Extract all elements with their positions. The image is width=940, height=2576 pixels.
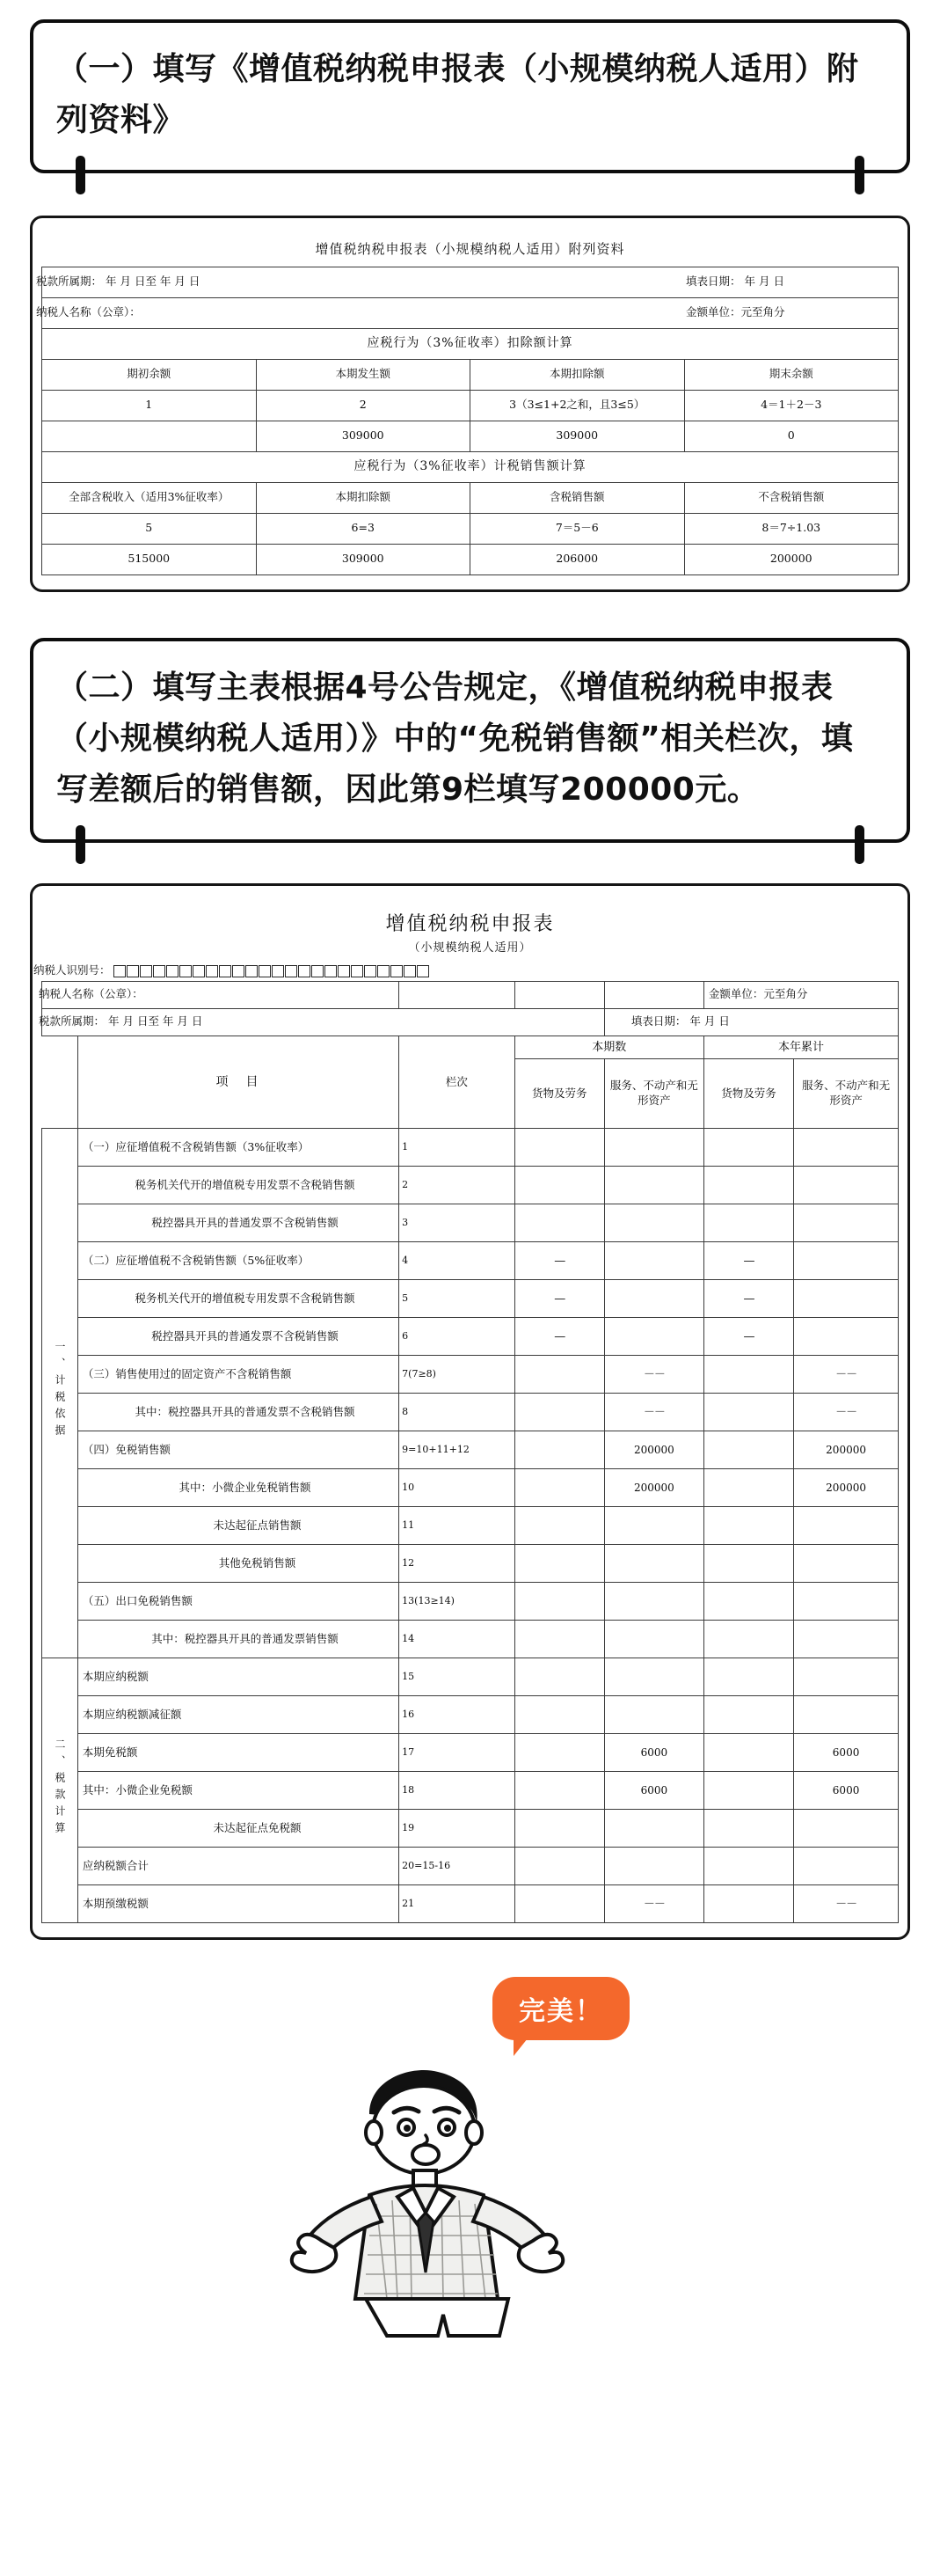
row-value-1[interactable]: — <box>514 1242 604 1280</box>
taxpayer-id-box[interactable] <box>127 965 139 977</box>
attachment-s2-header-2: 含税销售额 <box>470 482 685 513</box>
row-value-4[interactable]: －－ <box>794 1394 899 1431</box>
attachment-s1-value-0 <box>42 421 257 451</box>
row-column-number: 1 <box>399 1129 514 1167</box>
taxpayer-id-box[interactable] <box>179 965 192 977</box>
attachment-s1-header-3: 期末余额 <box>684 359 899 390</box>
row-value-4[interactable] <box>794 1545 899 1583</box>
row-value-2[interactable] <box>604 1242 703 1280</box>
table-row <box>42 1280 899 1318</box>
main-amount-unit-cell: 金额单位：元至角分 <box>703 981 898 1008</box>
main-form-card <box>30 883 910 1941</box>
row-column-number: 16 <box>399 1696 514 1734</box>
attachment-taxpayer-label: 纳税人名称（公章）： <box>36 305 141 319</box>
main-group-header-spacer <box>42 1036 78 1129</box>
taxpayer-id-box[interactable] <box>166 965 179 977</box>
taxpayer-id-box[interactable] <box>364 965 376 977</box>
attachment-form-title: 增值税纳税申报表（小规模纳税人适用）附列资料 <box>315 240 625 257</box>
row-item-label: （四）免税销售额 <box>77 1431 398 1469</box>
row-item-label: 本期预缴税额 <box>77 1885 398 1923</box>
attachment-band-row-1 <box>42 328 899 359</box>
row-value-2[interactable]: 6000 <box>604 1772 703 1810</box>
table-row <box>42 1507 899 1545</box>
row-column-number: 14 <box>399 1621 514 1658</box>
row-value-2[interactable] <box>604 1810 703 1848</box>
table-row <box>42 1810 899 1848</box>
row-value-1[interactable] <box>514 1394 604 1431</box>
attachment-s2-value-0: 515000 <box>42 544 257 574</box>
row-value-2[interactable] <box>604 1204 703 1242</box>
main-meta-blank-2 <box>514 981 604 1008</box>
main-meta-blank-1 <box>399 981 514 1008</box>
row-value-4[interactable] <box>794 1507 899 1545</box>
row-value-1[interactable] <box>514 1696 604 1734</box>
row-value-4[interactable]: 200000 <box>794 1469 899 1507</box>
row-value-3[interactable]: — <box>703 1242 793 1280</box>
row-item-label: （二）应征增值税不含税销售额（5%征收率） <box>77 1242 398 1280</box>
table-row <box>42 1318 899 1356</box>
main-meta-row-name <box>42 981 899 1008</box>
attachment-s2-formula-2: 7＝5－6 <box>470 513 685 544</box>
taxpayer-id-box[interactable] <box>390 965 403 977</box>
row-item-label: 税务机关代开的增值税专用发票不含税销售额 <box>77 1280 398 1318</box>
row-value-3[interactable] <box>703 1772 793 1810</box>
main-meta-blank-3 <box>604 981 703 1008</box>
row-value-2[interactable]: 6000 <box>604 1734 703 1772</box>
row-value-2[interactable]: －－ <box>604 1356 703 1394</box>
row-value-2[interactable]: －－ <box>604 1885 703 1923</box>
illustration-area <box>0 1965 940 2343</box>
main-form-subtitle: （小规模纳税人适用） <box>408 940 532 955</box>
row-column-number: 7(7≥8) <box>399 1356 514 1394</box>
row-value-3[interactable] <box>703 1129 793 1167</box>
row-group-label <box>42 1129 78 1658</box>
row-value-4[interactable] <box>794 1167 899 1204</box>
speech-bubble: 完美！ <box>492 1977 630 2040</box>
row-value-4[interactable] <box>794 1696 899 1734</box>
attachment-s2-formula-3: 8＝7÷1.03 <box>684 513 899 544</box>
main-filldate-cell <box>604 1008 898 1036</box>
row-column-number: 12 <box>399 1545 514 1583</box>
row-value-1[interactable] <box>514 1356 604 1394</box>
taxpayer-id-box[interactable] <box>153 965 165 977</box>
row-value-3[interactable] <box>703 1469 793 1507</box>
attachment-unit-cell: 金额单位：元至角分 <box>684 297 899 328</box>
callout-section-one-text: （一）填写《增值税纳税申报表（小规模纳税人适用）附列资料》 <box>56 51 859 139</box>
row-value-3[interactable] <box>703 1696 793 1734</box>
row-value-4[interactable] <box>794 1810 899 1848</box>
row-value-4[interactable]: －－ <box>794 1356 899 1394</box>
row-value-4[interactable] <box>794 1621 899 1658</box>
attachment-period-value: 年 月 日至 年 月 日 <box>106 274 200 289</box>
row-value-2[interactable] <box>604 1280 703 1318</box>
row-value-4[interactable]: －－ <box>794 1885 899 1923</box>
row-value-1[interactable] <box>514 1848 604 1885</box>
row-value-1[interactable] <box>514 1583 604 1621</box>
row-column-number: 5 <box>399 1280 514 1318</box>
row-value-4[interactable] <box>794 1848 899 1885</box>
attachment-s1-formula-2: 3（3≤1+2之和，且3≤5） <box>470 390 685 421</box>
table-row <box>42 1469 899 1507</box>
row-item-label: 本期应纳税额 <box>77 1658 398 1696</box>
row-value-1[interactable]: — <box>514 1280 604 1318</box>
row-column-number: 10 <box>399 1469 514 1507</box>
taxpayer-id-box[interactable] <box>193 965 205 977</box>
row-group-label-text: 一、计税依据 <box>53 1341 66 1442</box>
row-value-1[interactable] <box>514 1431 604 1469</box>
attachment-s1-header-1: 本期发生额 <box>256 359 470 390</box>
row-value-3[interactable] <box>703 1810 793 1848</box>
row-item-label: 未达起征点销售额 <box>77 1507 398 1545</box>
row-column-number: 20=15-16 <box>399 1848 514 1885</box>
attachment-value-row-2 <box>42 544 899 574</box>
row-item-label: 其中：小微企业免税销售额 <box>77 1469 398 1507</box>
taxpayer-id-box[interactable] <box>298 965 310 977</box>
table-row <box>42 1242 899 1280</box>
row-group-label-text: 二、税款计算 <box>53 1738 66 1839</box>
row-value-2[interactable] <box>604 1848 703 1885</box>
taxpayer-id-box[interactable] <box>404 965 416 977</box>
main-header-year-cumulative: 本年累计 <box>703 1036 898 1059</box>
attachment-s1-value-1: 309000 <box>256 421 470 451</box>
attachment-formula-row-2 <box>42 513 899 544</box>
row-value-4[interactable] <box>794 1280 899 1318</box>
taxpayer-id-box[interactable] <box>259 965 271 977</box>
row-column-number: 19 <box>399 1810 514 1848</box>
taxpayer-id-box[interactable] <box>219 965 231 977</box>
attachment-s2-formula-1: 6=3 <box>256 513 470 544</box>
row-value-1[interactable] <box>514 1734 604 1772</box>
attachment-formula-row-1 <box>42 390 899 421</box>
row-value-1[interactable] <box>514 1204 604 1242</box>
taxpayer-id-box[interactable] <box>140 965 152 977</box>
taxpayer-id-box[interactable] <box>232 965 244 977</box>
main-header-item: 项 目 <box>77 1036 398 1129</box>
row-value-3[interactable] <box>703 1167 793 1204</box>
attachment-header-row-2 <box>42 482 899 513</box>
attachment-s1-header-0: 期初余额 <box>42 359 257 390</box>
attachment-s2-header-3: 不含税销售额 <box>684 482 899 513</box>
row-value-1[interactable] <box>514 1545 604 1583</box>
table-row <box>42 1658 899 1696</box>
row-value-2[interactable] <box>604 1696 703 1734</box>
attachment-header-row-1 <box>42 359 899 390</box>
row-value-2[interactable] <box>604 1583 703 1621</box>
attachment-taxpayer-cell <box>36 297 685 328</box>
attachment-period-label: 税款所属期： <box>36 274 103 289</box>
row-value-4[interactable] <box>794 1242 899 1280</box>
table-row <box>42 1545 899 1583</box>
table-row <box>42 1583 899 1621</box>
table-row <box>42 1167 899 1204</box>
main-meta-row-period <box>42 1008 899 1036</box>
row-column-number: 15 <box>399 1658 514 1696</box>
row-value-4[interactable] <box>794 1204 899 1242</box>
row-value-2[interactable] <box>604 1507 703 1545</box>
attachment-period-cell <box>36 267 685 297</box>
attachment-s1-formula-0: 1 <box>42 390 257 421</box>
attachment-s2-value-1: 309000 <box>256 544 470 574</box>
attachment-band-label-1: 应税行为（3%征收率）扣除额计算 <box>42 328 899 359</box>
row-value-2[interactable] <box>604 1658 703 1696</box>
attachment-form-table <box>36 267 899 575</box>
row-column-number: 11 <box>399 1507 514 1545</box>
row-column-number: 18 <box>399 1772 514 1810</box>
row-item-label: 其他免税销售额 <box>77 1545 398 1583</box>
row-value-4[interactable] <box>794 1318 899 1356</box>
row-item-label: 税控器具开具的普通发票不含税销售额 <box>77 1204 398 1242</box>
row-value-1[interactable] <box>514 1129 604 1167</box>
table-row <box>42 1394 899 1431</box>
row-value-4[interactable] <box>794 1658 899 1696</box>
row-value-3[interactable] <box>703 1658 793 1696</box>
table-row <box>42 1129 899 1167</box>
main-filldate-label: 填表日期： <box>630 1014 687 1028</box>
row-column-number: 6 <box>399 1318 514 1356</box>
row-value-1[interactable]: — <box>514 1318 604 1356</box>
table-row <box>42 1696 899 1734</box>
taxpayer-id-box[interactable] <box>417 965 429 977</box>
main-form-title: 增值税纳税申报表 <box>385 912 555 935</box>
taxpayer-id-label: 纳税人识别号： <box>33 962 111 977</box>
callout-section-one <box>30 19 910 173</box>
main-header-current-period: 本期数 <box>514 1036 703 1059</box>
row-value-2[interactable] <box>604 1129 703 1167</box>
row-value-1[interactable] <box>514 1621 604 1658</box>
attachment-s2-header-1: 本期扣除额 <box>256 482 470 513</box>
attachment-filldate-cell <box>684 267 899 297</box>
attachment-s2-formula-0: 5 <box>42 513 257 544</box>
table-row <box>42 1356 899 1394</box>
taxpayer-id-box[interactable] <box>245 965 258 977</box>
row-value-3[interactable] <box>703 1431 793 1469</box>
attachment-s1-formula-3: 4＝1＋2－3 <box>684 390 899 421</box>
table-row <box>42 1734 899 1772</box>
row-value-4[interactable]: 6000 <box>794 1734 899 1772</box>
row-item-label: 其中：小微企业免税额 <box>77 1772 398 1810</box>
row-value-3[interactable]: — <box>703 1318 793 1356</box>
main-header-column-no: 栏次 <box>399 1036 514 1129</box>
row-value-2[interactable]: 200000 <box>604 1469 703 1507</box>
row-value-2[interactable]: 200000 <box>604 1431 703 1469</box>
taxpayer-id-box[interactable] <box>324 965 337 977</box>
row-value-3[interactable] <box>703 1621 793 1658</box>
table-row <box>42 1621 899 1658</box>
row-item-label: 税务机关代开的增值税专用发票不含税销售额 <box>77 1167 398 1204</box>
taxpayer-id-box[interactable] <box>113 965 126 977</box>
table-row <box>42 1848 899 1885</box>
row-column-number: 17 <box>399 1734 514 1772</box>
row-item-label: 应纳税额合计 <box>77 1848 398 1885</box>
attachment-s1-formula-1: 2 <box>256 390 470 421</box>
row-value-3[interactable] <box>703 1583 793 1621</box>
row-column-number: 9=10+11+12 <box>399 1431 514 1469</box>
row-value-2[interactable] <box>604 1318 703 1356</box>
row-value-1[interactable] <box>514 1658 604 1696</box>
row-value-1[interactable] <box>514 1772 604 1810</box>
row-value-4[interactable]: 200000 <box>794 1431 899 1469</box>
row-column-number: 13(13≥14) <box>399 1583 514 1621</box>
taxpayer-id-box[interactable] <box>338 965 350 977</box>
row-column-number: 2 <box>399 1167 514 1204</box>
row-value-3[interactable] <box>703 1507 793 1545</box>
row-item-label: 其中：税控器具开具的普通发票销售额 <box>77 1621 398 1658</box>
table-row <box>42 1772 899 1810</box>
attachment-filldate-label: 填表日期： <box>686 274 741 289</box>
callout-section-two-text: （二）填写主表根据4号公告规定，《增值税纳税申报表（小规模纳税人适用）》中的“免税销售额”相关栏次，填写差额后的销售额，因此第9栏填写200000元。 <box>56 669 854 809</box>
main-taxpayer-name-cell <box>39 981 399 1008</box>
table-row <box>42 1885 899 1923</box>
attachment-s2-value-3: 200000 <box>684 544 899 574</box>
row-value-3[interactable] <box>703 1734 793 1772</box>
attachment-form-card <box>30 216 910 592</box>
main-header-goods-1: 货物及劳务 <box>514 1059 604 1129</box>
attachment-meta-row-name <box>42 297 899 328</box>
row-value-3[interactable] <box>703 1204 793 1242</box>
row-item-label: 其中：税控器具开具的普通发票不含税销售额 <box>77 1394 398 1431</box>
table-row <box>42 1204 899 1242</box>
main-period-cell <box>39 1008 605 1036</box>
row-value-2[interactable] <box>604 1621 703 1658</box>
row-value-1[interactable] <box>514 1167 604 1204</box>
row-item-label: （五）出口免税销售额 <box>77 1583 398 1621</box>
cartoon-businessman-figure <box>237 2049 607 2339</box>
row-value-2[interactable]: －－ <box>604 1394 703 1431</box>
row-value-1[interactable] <box>514 1469 604 1507</box>
row-item-label: 本期免税额 <box>77 1734 398 1772</box>
row-column-number: 4 <box>399 1242 514 1280</box>
row-value-4[interactable] <box>794 1129 899 1167</box>
taxpayer-id-line <box>33 960 899 981</box>
row-value-2[interactable] <box>604 1545 703 1583</box>
row-value-3[interactable] <box>703 1394 793 1431</box>
row-value-3[interactable]: — <box>703 1280 793 1318</box>
attachment-meta-row-period <box>42 267 899 297</box>
row-value-3[interactable] <box>703 1848 793 1885</box>
attachment-band-row-2 <box>42 451 899 482</box>
taxpayer-id-box[interactable] <box>272 965 284 977</box>
row-item-label: 本期应纳税额减征额 <box>77 1696 398 1734</box>
row-value-1[interactable] <box>514 1885 604 1923</box>
row-value-4[interactable] <box>794 1583 899 1621</box>
row-item-label: 未达起征点免税额 <box>77 1810 398 1848</box>
row-value-1[interactable] <box>514 1810 604 1848</box>
main-form-table <box>41 981 899 1924</box>
main-header-row-top <box>42 1036 899 1059</box>
taxpayer-id-boxes[interactable] <box>113 963 430 977</box>
attachment-filldate-value: 年 月 日 <box>744 274 784 289</box>
attachment-value-row-1 <box>42 421 899 451</box>
row-value-4[interactable]: 6000 <box>794 1772 899 1810</box>
row-column-number: 3 <box>399 1204 514 1242</box>
main-header-services-2: 服务、不动产和无形资产 <box>794 1059 899 1129</box>
main-period-value: 年 月 日至 年 月 日 <box>108 1014 203 1028</box>
main-period-label: 税款所属期： <box>39 1014 106 1028</box>
row-value-1[interactable] <box>514 1507 604 1545</box>
attachment-band-label-2: 应税行为（3%征收率）计税销售额计算 <box>42 451 899 482</box>
callout-section-two <box>30 638 910 843</box>
row-column-number: 21 <box>399 1885 514 1923</box>
main-filldate-value: 年 月 日 <box>689 1014 730 1028</box>
row-value-2[interactable] <box>604 1167 703 1204</box>
row-item-label: （一）应征增值税不含税销售额（3%征收率） <box>77 1129 398 1167</box>
attachment-s2-value-2: 206000 <box>470 544 685 574</box>
row-value-3[interactable] <box>703 1356 793 1394</box>
main-header-goods-2: 货物及劳务 <box>703 1059 793 1129</box>
taxpayer-id-box[interactable] <box>377 965 390 977</box>
row-value-3[interactable] <box>703 1545 793 1583</box>
main-header-services-1: 服务、不动产和无形资产 <box>604 1059 703 1129</box>
attachment-s1-header-2: 本期扣除额 <box>470 359 685 390</box>
row-group-label <box>42 1658 78 1923</box>
attachment-s1-value-2: 309000 <box>470 421 685 451</box>
row-item-label: 税控器具开具的普通发票不含税销售额 <box>77 1318 398 1356</box>
taxpayer-id-box[interactable] <box>351 965 363 977</box>
main-taxpayer-name-label: 纳税人名称（公章）： <box>39 987 143 1001</box>
attachment-s2-header-0: 全部含税收入（适用3%征收率） <box>42 482 257 513</box>
attachment-s1-value-3: 0 <box>684 421 899 451</box>
row-item-label: （三）销售使用过的固定资产不含税销售额 <box>77 1356 398 1394</box>
taxpayer-id-box[interactable] <box>285 965 297 977</box>
table-row <box>42 1431 899 1469</box>
row-column-number: 8 <box>399 1394 514 1431</box>
taxpayer-id-box[interactable] <box>206 965 218 977</box>
row-value-3[interactable] <box>703 1885 793 1923</box>
taxpayer-id-box[interactable] <box>311 965 324 977</box>
